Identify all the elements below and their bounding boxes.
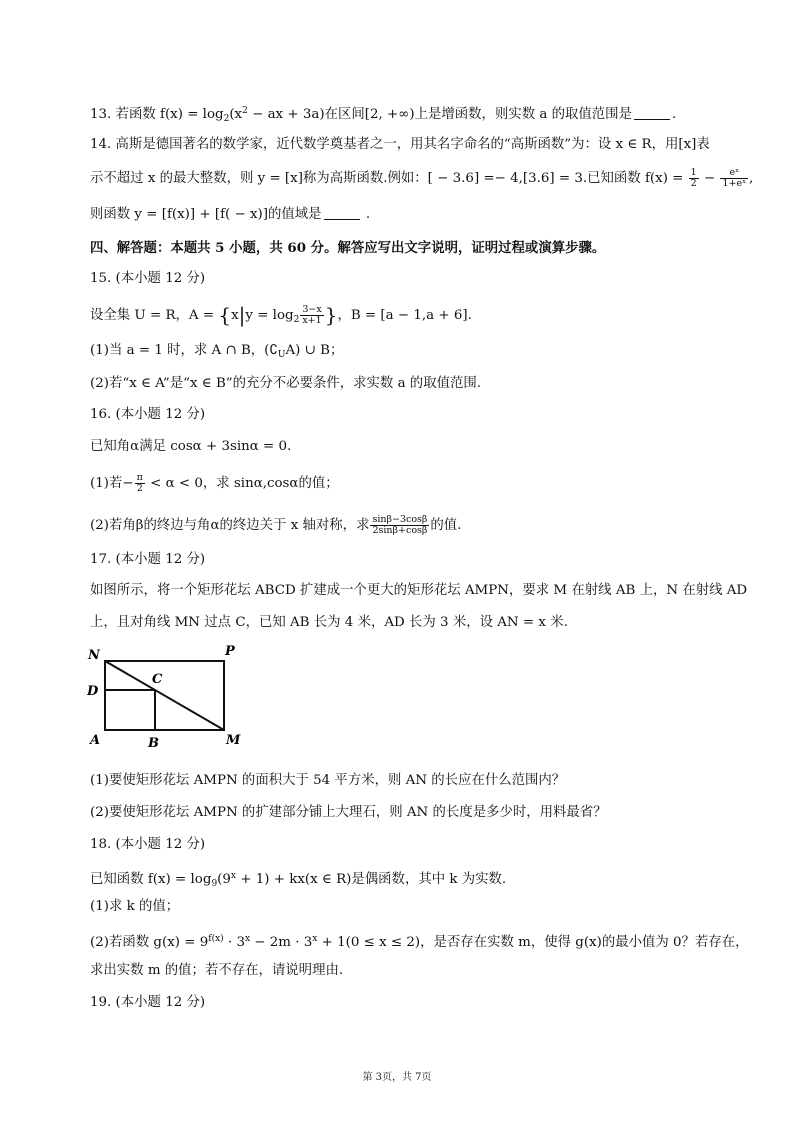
question-16-part2 — [90, 515, 720, 536]
question-16-part1 — [90, 473, 720, 494]
answer-blank — [324, 206, 360, 220]
question-17-part2: (2)要使矩形花坛 AMPN 的扩建部分铺上大理石，则 AN 的长度是多少时，用料最省？ — [90, 805, 607, 820]
page-footer: 第 3页，共 7页 — [362, 1072, 432, 1083]
q18-superscript: x — [312, 934, 318, 944]
fraction-numerator: eˣ — [720, 168, 748, 179]
question-19-heading: 19. (本小题 12 分) — [90, 995, 206, 1010]
question-16-heading: 16. (本小题 12 分) — [90, 407, 206, 422]
q18-text: + 1) + kx(x ∈ R)是偶函数，其中 k 为实数. — [236, 872, 507, 887]
q14-text: 示不超过 x 的最大整数，则 y = [x]称为高斯函数.例如：[ − 3.6] =− 4,[3.6] = 3.已知函数 f(x) = — [90, 171, 684, 186]
question-13 — [90, 101, 720, 129]
q15-text: y = log — [245, 308, 294, 323]
q14-text: . — [361, 207, 371, 222]
section-heading: 四、解答题：本题共 5 小题，共 60 分。解答应写出文字说明，证明过程或演算步骤。 — [90, 240, 606, 256]
q15-text: (1)当 a = 1 时，求 A ∩ B，(∁ — [90, 343, 278, 358]
rectangle-diagram — [84, 640, 264, 755]
question-15-part1 — [90, 341, 720, 365]
q18-superscript: f(x) — [208, 934, 224, 944]
label-P: P — [225, 644, 235, 659]
q13-text: − ax + 3a) — [247, 107, 325, 122]
question-17-heading: 17. (本小题 12 分) — [90, 552, 206, 567]
q13-text: . — [671, 107, 677, 122]
q18-superscript: x — [244, 934, 251, 944]
fraction-denominator: 2sinβ+cosβ — [372, 525, 428, 536]
fraction-denominator: 1+eˣ — [722, 178, 747, 189]
q16-text: < α < 0，求 sinα,cosα的值； — [145, 476, 339, 491]
q16-text: (1)若− — [90, 476, 134, 491]
label-A: A — [90, 733, 101, 748]
fraction-numerator: 1 — [690, 167, 697, 178]
label-B: B — [148, 736, 159, 751]
q15-text: ，B = [a − 1,a + 6]. — [337, 308, 472, 323]
question-15-heading: 15. (本小题 12 分) — [90, 271, 206, 286]
question-14-line2 — [90, 167, 754, 189]
label-D: D — [87, 684, 99, 699]
q13-text: (x — [229, 107, 243, 122]
label-M: M — [226, 733, 241, 748]
right-brace: } — [324, 303, 338, 327]
fraction-denominator: 2 — [690, 178, 697, 189]
q13-text: 13. 若函数 — [90, 107, 160, 122]
fraction-denominator: 2 — [136, 483, 143, 494]
question-18-heading: 18. (本小题 12 分) — [90, 837, 206, 852]
q16-text: 的值. — [430, 518, 462, 533]
q18-text: (2)若函数 g(x) = 9 — [90, 935, 209, 950]
q13-superscript: 2 — [242, 106, 248, 116]
q15-text: A) ∪ B； — [285, 343, 344, 358]
q18-text: 已知函数 f(x) = log — [90, 872, 212, 887]
fraction — [135, 473, 145, 494]
question-17-line2: 上，且对角线 MN 过点 C，已知 AB 长为 4 米，AD 长为 3 米，设 AN = x 米. — [90, 615, 568, 630]
q13-text: 在区间[2, +∞)上是增函数，则实数 a 的取值范围是 — [324, 107, 632, 122]
q15-text: 设全集 U = R，A = — [90, 308, 219, 323]
question-18-part2 — [90, 929, 749, 953]
fraction — [689, 168, 699, 189]
question-15-line1 — [90, 305, 720, 330]
question-18-line1 — [90, 866, 720, 894]
fraction — [720, 168, 748, 189]
question-15-part2: (2)若“x ∈ A”是“x ∈ B”的充分不必要条件，求实数 a 的取值范围. — [90, 376, 482, 391]
set-bar: | — [238, 303, 246, 327]
q16-text: (2)若角β的终边与角α的终边关于 x 轴对称，求 — [90, 518, 370, 533]
q18-text: − 2m · 3 — [250, 935, 313, 950]
q14-text: 则函数 y = [f(x)] + [f( − x)]的值域是 — [90, 207, 322, 222]
question-18-part1: (1)求 k 的值； — [90, 899, 180, 914]
question-16-line1: 已知角α满足 cosα + 3sinα = 0. — [90, 439, 292, 454]
question-17-line1: 如图所示，将一个矩形花坛 ABCD 扩建成一个更大的矩形花坛 AMPN，要求 M 在射线 AB 上，N 在射线 AD — [90, 583, 748, 598]
q13-text: f(x) = log — [159, 107, 224, 122]
fraction-denominator: x+1 — [302, 315, 322, 326]
diagonal-MN — [105, 661, 224, 730]
question-17-part1: (1)要使矩形花坛 AMPN 的面积大于 54 平方米，则 AN 的长应在什么范围内？ — [90, 773, 566, 788]
label-C: C — [152, 672, 163, 687]
fraction — [300, 305, 323, 326]
question-14-line3 — [90, 205, 720, 225]
fraction-numerator: sinβ−3cosβ — [372, 514, 428, 525]
q14-text: , — [749, 171, 754, 186]
q18-subscript: 9 — [211, 879, 218, 889]
q15-text: x — [231, 308, 239, 323]
q18-text: + 1(0 ≤ x ≤ 2)，是否存在实数 m，使得 g(x)的最小值为 0？若存在， — [317, 935, 749, 950]
fraction-numerator: 3−x — [302, 304, 322, 315]
answer-blank — [634, 106, 670, 120]
question-18-line3: 求出实数 m 的值；若不存在，请说明理由. — [90, 963, 344, 978]
q14-text: − — [699, 171, 720, 186]
q18-text: · 3 — [223, 935, 245, 950]
q15-subscript: U — [277, 350, 286, 360]
fraction — [370, 515, 429, 536]
left-brace: { — [218, 303, 232, 327]
q15-subscript: 2 — [293, 315, 300, 325]
q18-superscript: x — [230, 871, 236, 881]
fraction-numerator: π — [136, 472, 143, 483]
question-14-line1: 14. 高斯是德国著名的数学家，近代数学奠基者之一，用其名字命名的“高斯函数”为：设 x ∈ R，用[x]表 — [90, 137, 710, 152]
label-N: N — [88, 648, 100, 663]
q13-subscript: 2 — [223, 114, 230, 124]
q18-text: (9 — [217, 872, 231, 887]
